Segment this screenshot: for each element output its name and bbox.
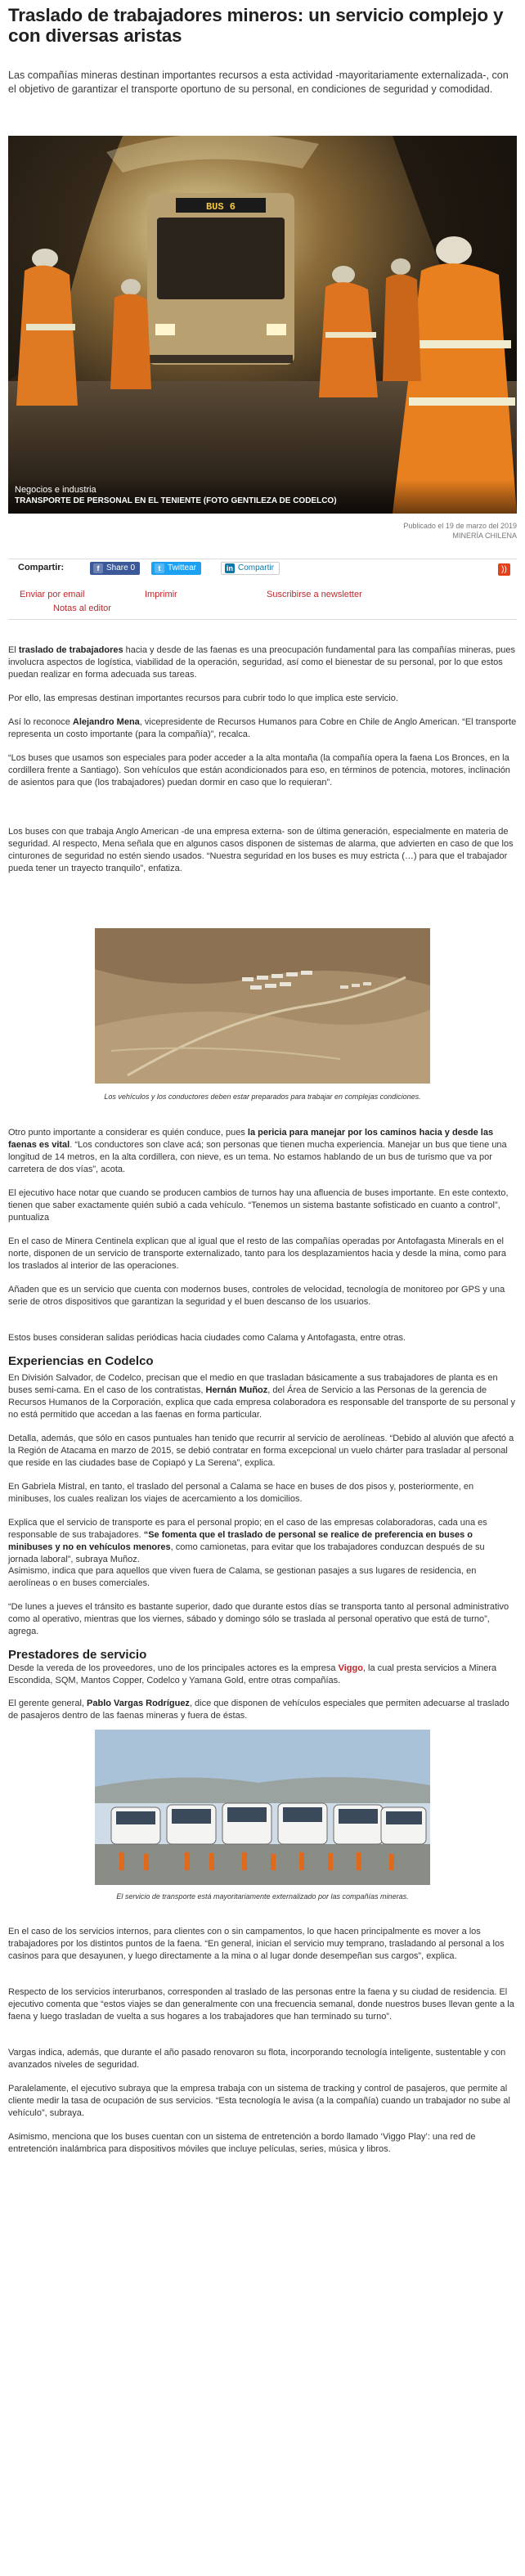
viggo-link[interactable]: Viggo bbox=[338, 1663, 363, 1673]
figure-1 bbox=[95, 928, 430, 1084]
article-lead: Las compañías mineras destinan importantes recursos a esta actividad -mayoritariamente externalizada-, con el objetivo de garantizar el transporte oportuno de su personal, en condiciones de seguridad y comodidad. bbox=[8, 70, 509, 95]
email-link[interactable]: Enviar por email bbox=[20, 590, 85, 599]
print-link[interactable]: Imprimir bbox=[145, 590, 177, 599]
paragraph-18: El gerente general, Pablo Vargas Rodríguez, dice que disponen de vehículos especiales que permiten adecuarse al traslado de pasajeros dentro de las faenas mineras y fuera de éstas. bbox=[8, 1699, 509, 1721]
linkedin-share-button[interactable] bbox=[221, 562, 280, 575]
paragraph-19: En el caso de los servicios internos, para clientes con o sin campamentos, lo que hacen principalmente es mover a los trabajadores por los distintos puntos de la faena. “En general, inician el servicio muy temprano, trasladando al personal a los casinos para que desayunen, y luego directamente a la mina o al lugar donde desempeñan sus cargos”, explica. bbox=[8, 1927, 505, 1961]
linkedin-share-label: Compartir bbox=[238, 563, 274, 572]
twitter-share-label: Twittear bbox=[168, 563, 197, 572]
publication-source: MINERÍA CHILENA bbox=[452, 532, 517, 540]
paragraph-23: Asimismo, menciona que los buses cuentan con un sistema de entretención a bordo llamado ‘Viggo Play’: una red de entretención inalámbrica para dispositivos móviles que incluye películas, series, música y libros. bbox=[8, 2132, 476, 2154]
paragraph-9: Añaden que es un servicio que cuenta con modernos buses, controles de velocidad, tecnología de monitoreo por GPS y una serie de otros dispositivos que garantizan la seguridad y el buen descanso de los usuarios. bbox=[8, 1285, 505, 1307]
twitter-share-button[interactable] bbox=[151, 562, 201, 575]
figure-2-caption: El servicio de transporte está mayoritariamente externalizado por las compañías mineras. bbox=[116, 1892, 409, 1901]
paragraph-8: En el caso de Minera Centinela explican que al igual que el resto de las compañías operadas por Antofagasta Minerals en el norte, disponen de un servicio de transporte externalizado, tanto para los desplazamientos hacia y desde la mina, como para los traslados al interior de las operaciones. bbox=[8, 1236, 507, 1271]
divider bbox=[8, 619, 517, 620]
facebook-share-label: Share 0 bbox=[106, 563, 136, 572]
paragraph-1: El traslado de trabajadores hacia y desde de las faenas es una preocupación fundamental para las compañías mineras, pues involucra aspectos de logística, viabilidad de la operación, seguridad, así como el bienestar de su personal, por lo que estos puedan realizar en forma adecuada sus tareas. bbox=[8, 645, 516, 680]
facebook-share-button[interactable] bbox=[90, 562, 140, 575]
figure-1-caption: Los vehículos y los conductores deben estar preparados para trabajar en complejas condiciones. bbox=[104, 1093, 421, 1101]
share-label: Compartir: bbox=[18, 563, 65, 572]
hero-caption bbox=[8, 479, 517, 514]
section-heading-prestadores: Prestadores de servicio bbox=[8, 1648, 147, 1662]
paragraph-13: En Gabriela Mistral, en tanto, el traslado del personal a Calama se hace en buses de dos pisos y, posteriormente, en minibuses, los cuales realizan los viajes de acercamiento a los domicilios. bbox=[8, 1482, 474, 1504]
share-bar bbox=[8, 559, 517, 578]
figure-2 bbox=[95, 1730, 430, 1885]
hero-image bbox=[8, 136, 517, 514]
article-title: Traslado de trabajadores mineros: un servicio complejo y con diversas aristas bbox=[8, 5, 504, 46]
paragraph-11: En División Salvador, de Codelco, precisan que el medio en que trasladan básicamente a sus trabajadores de planta es en buses semi-cama. En el caso de los contratistas, Hernán Muñoz, del Área de Servicio a las Personas de la gerencia de Recursos Humanos de la Corporación, explica que cada empresa colaboradora es responsable del transporte de su personal y no está permitido que accedan a las faenas en forma particular. bbox=[8, 1373, 516, 1420]
paragraph-16: “De lunes a jueves el tránsito es bastante superior, dado que durante estos días se transporta tanto al personal administrativo como al operativo, mientras que los viernes, sábado y domingo sólo se traslada al personal operativo que está de turno”, agrega. bbox=[8, 1602, 509, 1636]
paragraph-3: Así lo reconoce Alejandro Mena, vicepresidente de Recursos Humanos para Cobre en Chile de Anglo American. “El transporte representa un costo importante (para la compañía)”, recalca. bbox=[8, 717, 517, 739]
mine-tunnel-illustration bbox=[8, 136, 517, 514]
section-heading-codelco: Experiencias en Codelco bbox=[8, 1354, 154, 1368]
hero-category[interactable]: Negocios e industria bbox=[15, 485, 96, 495]
hero-caption-text: TRANSPORTE DE PERSONAL EN EL TENIENTE (FOTO GENTILEZA DE CODELCO) bbox=[15, 496, 337, 505]
paragraph-4: “Los buses que usamos son especiales para poder acceder a la alta montaña (la compañía opera la faena Los Bronces, en la cordillera frente a Santiago). Son vehículos que están acondicionados para eso, en términos de potencia, motores, inclinación de asientos para que (los trabajadores) puedan dormir en caso que lo requieran”. bbox=[8, 753, 510, 788]
paragraph-12: Detalla, además, que sólo en casos puntuales han tenido que recurrir al servicio de aerolíneas. “Debido al aluvión que afectó a la Región de Atacama en marzo de 2015, se debió contratar en forma excepcional un vuelo chárter para trasladar al personal que reside en las ciudades base de Copiapó y La Serena”, explica. bbox=[8, 1434, 514, 1468]
linkedin-icon: in bbox=[227, 564, 233, 572]
paragraph-21: Vargas indica, además, que durante el año pasado renovaron su flota, incorporando tecnología inteligente, sustentable y con avanzados niveles de seguridad. bbox=[8, 2048, 506, 2070]
paragraph-14: Explica que el servicio de transporte es para el personal propio; en el caso de las empresas colaboradoras, cada una es responsable de sus trabajadores. “Se fomenta que el traslado de personal se realice de preferencia en buses o minibuses y no en vehículos menores, como camionetas, para evitar que los trabajadores conduzcan después de su jornada laboral”, subraya Muñoz. bbox=[8, 1518, 487, 1564]
editor-notes-link[interactable]: Notas al editor bbox=[53, 604, 111, 613]
paragraph-20: Respecto de los servicios interurbanos, corresponden al traslado de las personas entre la faena y su ciudad de residencia. El ejecutivo comenta que “estos viajes se dan generalmente con una frecuencia semanal, donde nuestros buses llevan gente a la faena y luego trasladan de vuelta a sus hogares a los trabajadores que han terminado su turno”. bbox=[8, 1987, 514, 2022]
paragraph-17: Desde la vereda de los proveedores, uno de los principales actores es la empresa Viggo, la cual presta servicios a Minera Escondida, SQM, Mantos Copper, Codelco y Yamana Gold, entre otras compañías. bbox=[8, 1663, 497, 1685]
facebook-icon: f bbox=[93, 563, 103, 573]
paragraph-22: Paralelamente, el ejecutivo subraya que la empresa trabaja con un sistema de tracking y control de pasajeros, que permite al cliente medir la tasa de ocupación de sus servicios. “Esta tecnología le avisa (a la compañía) cuando un trabajador no sube al vehículo”, subraya. bbox=[8, 2084, 510, 2118]
paragraph-15: Asimismo, indica que para aquellos que viven fuera de Calama, se gestionan pasajes a sus lugares de residencia, en aerolíneas o en buses comerciales. bbox=[8, 1566, 477, 1588]
paragraph-7: El ejecutivo hace notar que cuando se producen cambios de turnos hay una afluencia de buses importante. En este contexto, tienen que saber exactamente quién subió a cada vehículo. “Tenemos un sistema bastante sofisticado en cuanto a control”, puntualiza bbox=[8, 1188, 509, 1223]
article-tools bbox=[8, 581, 517, 614]
bus bbox=[147, 193, 294, 365]
paragraph-6: Otro punto importante a considerar es quién conduce, pues la pericia para manejar por los caminos hacia y desde las faenas es vital. “Los conductores son clave acá; son personas que tienen mucha experiencia. Manejar un bus que tiene una longitud de 14 metros, en la alta cordillera, con nieve, es un tema. No estamos hablando de un bus de turismo que va por carretera de dos vías”, acota. bbox=[8, 1128, 507, 1174]
publication-info bbox=[403, 521, 517, 541]
rss-icon[interactable]: )) bbox=[498, 563, 510, 576]
paragraph-10: Estos buses consideran salidas periódicas hacia ciudades como Calama y Antofagasta, entre otras. bbox=[8, 1333, 406, 1343]
bus-sign: BUS 6 bbox=[205, 201, 236, 213]
bus-fleet-illustration bbox=[95, 1730, 430, 1885]
desert-camp-illustration bbox=[95, 928, 430, 1084]
newsletter-link[interactable]: Suscribirse a newsletter bbox=[267, 590, 362, 599]
twitter-icon: t bbox=[155, 563, 164, 573]
paragraph-5: Los buses con que trabaja Anglo American -de una empresa externa- son de última generación, especialmente en materia de seguridad. Al respecto, Mena señala que en algunos casos disponen de sistemas de alarma, que advierten en caso de que los cinturones de seguridad no estén siendo usados. “Nuestra seguridad en los buses es muy estricta (…) para que el trabajador pueda tener un trayecto tranquilo”, enfatiza. bbox=[8, 827, 514, 873]
paragraph-2: Por ello, las empresas destinan importantes recursos para cubrir todo lo que implica este servicio. bbox=[8, 693, 398, 703]
publish-date: Publicado el 19 de marzo del 2019 bbox=[403, 522, 517, 530]
